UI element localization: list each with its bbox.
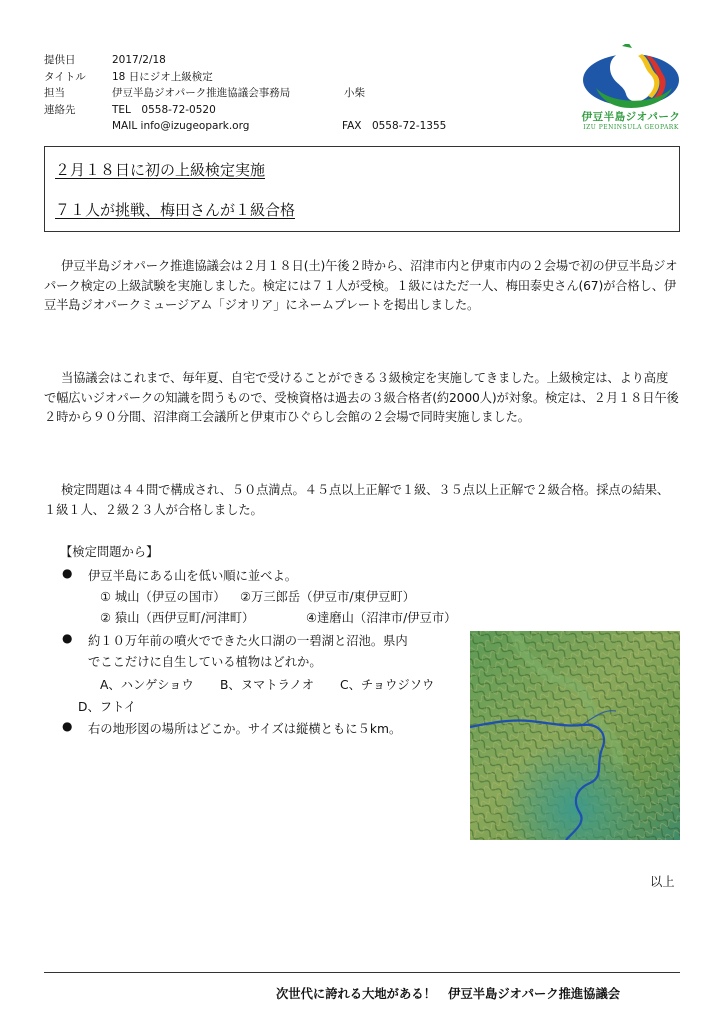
headline-box [44,146,680,232]
logo-name-en: IZU PENINSULA GEOPARK [583,124,679,131]
quiz-question-3: 右の地形図の場所はどこか。サイズは縦横ともに５km。 [88,722,402,736]
meta-label-title: タイトル [44,70,86,83]
body-paragraph-1: 伊豆半島ジオパーク推進協議会は２月１８日(土)午後２時から、沼津市内と伊東市内の２会場で初の伊豆半島ジオパーク検定の上級試験を実施しました。検定には７１人が受検。１級にはただ一人、梅田泰史さん(67)が合格し、伊豆半島ジオパークミュージアム「ジオリア」にネームプレートを掲出しました。 [44,259,678,313]
bullet-icon: ● [62,719,73,733]
meta-label-contact: 連絡先 [44,103,76,116]
meta-value-title: 18 日にジオ上級検定 [112,70,213,83]
quiz-q1-option-4: ④達磨山（沼津市/伊豆市） [306,611,457,625]
meta-value-mail: MAIL info@izugeopark.org [112,120,250,132]
geopark-emblem-icon [576,44,686,108]
quiz-q2-option-d: D、フトイ [78,700,137,714]
terrain-map-graphic [470,631,680,840]
closing-note: 以上 [650,875,675,889]
quiz-q1-option-3: ② 猿山（西伊豆町/河津町） [100,611,255,625]
quiz-q2-option-c: C、チョウジソウ [340,678,435,692]
body-paragraph-3: 検定問題は４４問で構成され、５０点満点。４５点以上正解で１級、３５点以上正解で２級合格。採点の結果、１級１人、２級２３人が合格しました。 [44,483,670,517]
quiz-heading: 【検定問題から】 [60,545,159,559]
meta-value-phone: TEL 0558-72-0520 [112,103,216,116]
footer-slogan: 次世代に誇れる大地がある！ 伊豆半島ジオパーク推進協議会 [276,987,621,1001]
meta-label-contact-person: 担当 [44,87,65,99]
meta-value-person-name: 小柴 [344,87,365,99]
quiz-question-2-line-1: 約１０万年前の噴火でできた火口湖の一碧湖と沼池。県内 [88,634,408,648]
quiz-question-1: 伊豆半島にある山を低い順に並べよ。 [88,569,298,583]
body-paragraph-2: 当協議会はこれまで、毎年夏、自宅で受けることができる３級検定を実施してきました。上級検定は、より高度で幅広いジオパークの知識を問うもので、受検資格は過去の３級合格者(約2000人)が対象。検定は、２月１８日午後２時から９０分間、沼津商工会議所と伊東市ひぐらし会館の２会場で同時実施しました。 [44,371,679,425]
quiz-q2-option-a: A、ハンゲショウ [100,678,194,692]
quiz-question-2-line-2: でここだけに自生している植物はどれか。 [88,655,322,669]
quiz-q1-option-2: ②万三郎岳（伊豆市/東伊豆町） [240,590,416,604]
headline-primary: ２月１８日に初の上級検定実施 [55,161,266,179]
geopark-logo [576,44,686,136]
quiz-q1-option-1: ① 城山（伊豆の国市） [100,590,226,604]
quiz-q2-option-b: B、ヌマトラノオ [220,678,315,692]
meta-value-date: 2017/2/18 [112,54,166,66]
terrain-map-image [470,631,680,840]
meta-value-fax: FAX 0558-72-1355 [342,120,447,132]
bullet-icon: ● [62,631,73,645]
meta-label-date: 提供日 [44,54,76,66]
meta-value-office: 伊豆半島ジオパーク推進協議会事務局 [112,87,291,99]
headline-secondary: ７１人が挑戦、梅田さんが１級合格 [55,201,296,219]
footer-divider [44,972,680,973]
bullet-icon: ● [62,566,73,580]
logo-name-ja: 伊豆半島ジオパーク [581,111,681,123]
